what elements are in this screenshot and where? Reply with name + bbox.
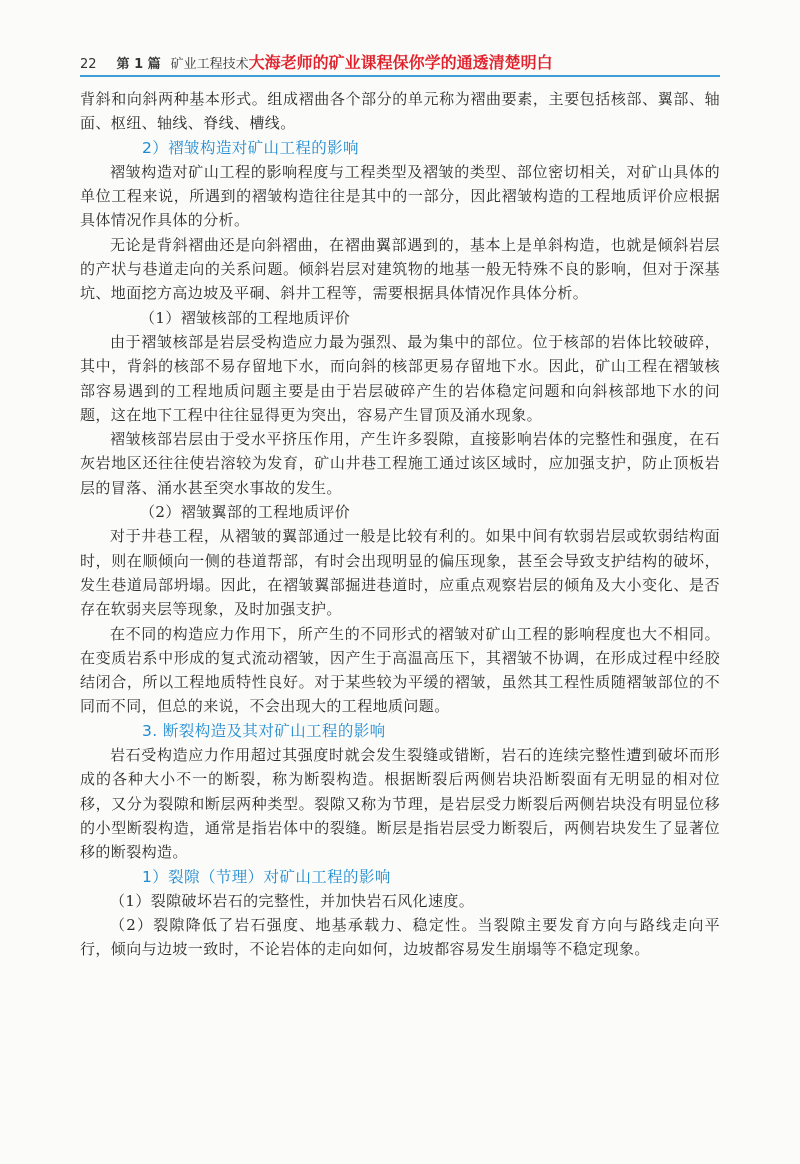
paragraph: 背斜和向斜两种基本形式。组成褶曲各个部分的单元称为褶曲要素，主要包括核部、翼部、轴面、枢纽、轴线、脊线、槽线。 — [80, 90, 720, 133]
subsection-heading: （1）褶皱核部的工程地质评价 — [140, 308, 351, 327]
paragraph: 对于井巷工程，从褶皱的翼部通过一般是比较有利的。如果中间有软弱岩层或软弱结构面时，则在顺倾向一侧的巷道帮部，有时会出现明显的偏压现象，甚至会导致支护结构的破坏，发生巷道局部坍塌。因此，在褶皱翼部掘进巷道时，应重点观察岩层的倾角及大小变化、是否存在软弱夹层等现象，及时加强支护。 — [80, 527, 720, 619]
section-heading: 1）裂隙（节理）对矿山工程的影响 — [142, 867, 391, 886]
running-header — [80, 50, 720, 72]
section-heading: 2）褶皱构造对矿山工程的影响 — [142, 138, 359, 157]
promo-watermark: 大海老师的矿业课程保你学的通透清楚明白 — [248, 53, 553, 72]
part-label: 第 1 篇 — [116, 57, 161, 72]
header-rule — [80, 75, 720, 77]
subsection-heading: （2）褶皱翼部的工程地质评价 — [140, 503, 351, 522]
paragraph: 无论是背斜褶曲还是向斜褶曲，在褶曲翼部遇到的，基本上是单斜构造，也就是倾斜岩层的产状与巷道走向的关系问题。倾斜岩层对建筑物的地基一般无特殊不良的影响，但对于深基坑、地面挖方高边坡及平硐、斜井工程等，需要根据具体情况作具体分析。 — [80, 235, 720, 303]
paragraph: 岩石受构造应力作用超过其强度时就会发生裂缝或错断，岩石的连续完整性遭到破坏而形成的各种大小不一的断裂，称为断裂构造。根据断裂后两侧岩块沿断裂面有无明显的相对位移，又分为裂隙和断层两种类型。裂隙又称为节理，是岩层受力断裂后两侧岩块没有明显位移的小型断裂构造，通常是指岩体中的裂缝。断层是指岩层受力断裂后，两侧岩块发生了显著位移的断裂构造。 — [80, 746, 720, 862]
paragraph: （2）裂隙降低了岩石强度、地基承载力、稳定性。当裂隙主要发育方向与路线走向平行，倾向与边坡一致时，不论岩体的走向如何，边坡都容易发生崩塌等不稳定现象。 — [80, 916, 720, 959]
paragraph: 褶皱构造对矿山工程的影响程度与工程类型及褶皱的类型、部位密切相关，对矿山具体的单位工程来说，所遇到的褶皱构造往往是其中的一部分，因此褶皱构造的工程地质评价应根据具体情况作具体的分析。 — [80, 162, 720, 230]
paragraph: （1）裂隙破坏岩石的完整性，并加快岩石风化速度。 — [110, 891, 475, 910]
book-title: 矿业工程技术 — [170, 57, 249, 72]
paragraph: 在不同的构造应力作用下，所产生的不同形式的褶皱对矿山工程的影响程度也大不相同。在变质岩系中形成的复式流动褶皱，因产生于高温高压下，其褶皱不协调，在形成过程中经胶结闭合，所以工程地质特性良好。对于某些较为平缓的褶皱，虽然其工程性质随褶皱部位的不同而不同，但总的来说，不会出现大的工程地质问题。 — [80, 624, 720, 716]
paragraph: 褶皱核部岩层由于受水平挤压作用，产生许多裂隙，直接影响岩体的完整性和强度，在石灰岩地区还往往使岩溶较为发育，矿山井巷工程施工通过该区域时，应加强支护，防止顶板岩层的冒落、涌水甚至突水事故的发生。 — [80, 430, 720, 497]
section-heading: 3. 断裂构造及其对矿山工程的影响 — [142, 721, 386, 740]
paragraph: 由于褶皱核部是岩层受构造应力最为强烈、最为集中的部位。位于核部的岩体比较破碎，其中，背斜的核部不易存留地下水，而向斜的核部更易存留地下水。因此，矿山工程在褶皱核部容易遇到的工程地质问题主要是由于岩层破碎产生的岩体稳定问题和向斜核部地下水的问题，这在地下工程中往往显得更为突出，容易产生冒顶及涌水现象。 — [80, 332, 720, 424]
body-text — [80, 87, 720, 962]
page-number: 22 — [80, 57, 97, 72]
